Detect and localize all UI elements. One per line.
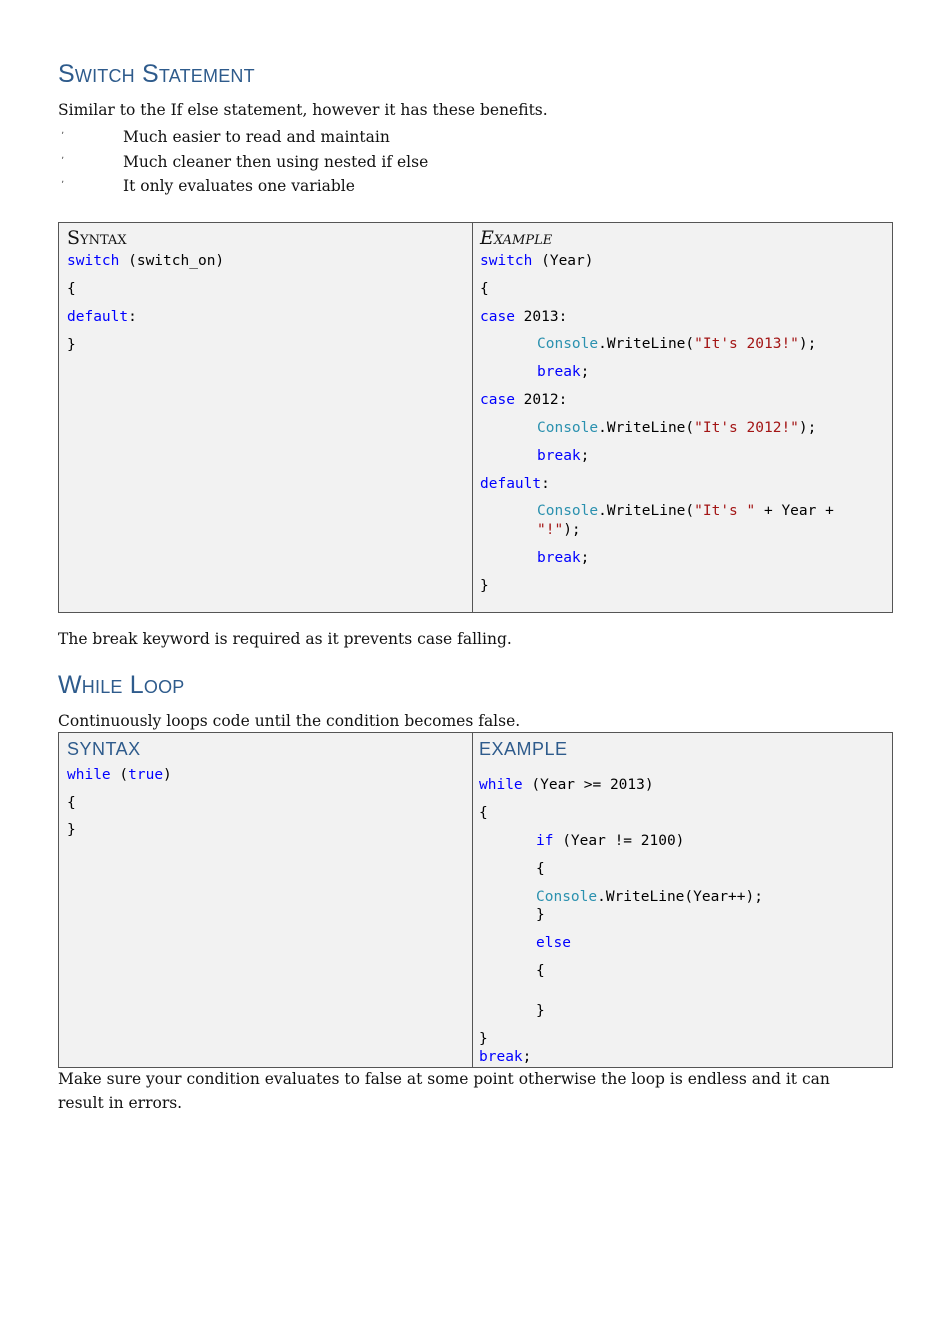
bullet-icon: ٬ bbox=[61, 155, 65, 167]
switch-code-table bbox=[58, 222, 893, 613]
code-line: default: bbox=[480, 476, 550, 492]
code-line: { bbox=[480, 281, 489, 297]
switch-note: The break keyword is required as it prevents case falling. bbox=[58, 630, 512, 648]
switch-heading: Switch Statement bbox=[58, 60, 255, 88]
syntax-header: Syntax bbox=[67, 227, 127, 249]
code-line: while (Year >= 2013) bbox=[479, 777, 654, 793]
code-line: case 2012: bbox=[480, 392, 568, 408]
code-line: break; bbox=[479, 1049, 532, 1065]
code-line: while (true) bbox=[67, 767, 172, 783]
syntax-header: SYNTAX bbox=[67, 739, 141, 759]
code-line: break; bbox=[537, 550, 590, 566]
bullet-icon: ٬ bbox=[61, 180, 65, 191]
code-line: Console.WriteLine("It's 2013!"); bbox=[537, 336, 817, 352]
code-line: { bbox=[67, 795, 76, 811]
switch-intro: Similar to the If else statement, however it has these benefits. bbox=[58, 101, 548, 119]
code-line: } bbox=[480, 578, 489, 594]
code-line: break; bbox=[537, 448, 590, 464]
code-line: } bbox=[536, 907, 545, 923]
code-line: } bbox=[479, 1031, 488, 1047]
code-line: { bbox=[536, 861, 545, 877]
code-line: } bbox=[536, 1003, 545, 1019]
table-divider bbox=[472, 223, 473, 612]
code-line: else bbox=[536, 935, 571, 951]
code-line: case 2013: bbox=[480, 309, 568, 325]
code-line: } bbox=[67, 822, 76, 838]
code-line: if (Year != 2100) bbox=[536, 833, 685, 849]
while-intro: Continuously loops code until the condition becomes false. bbox=[58, 712, 521, 730]
code-line: Console.WriteLine("It's 2012!"); bbox=[537, 420, 817, 436]
code-line: { bbox=[67, 281, 76, 297]
while-code-table bbox=[58, 732, 893, 1068]
example-header: EXAMPLE bbox=[479, 739, 568, 759]
code-line: } bbox=[67, 337, 76, 353]
code-line: { bbox=[479, 805, 488, 821]
example-header: Example bbox=[480, 227, 553, 249]
while-note: Make sure your condition evaluates to false at some point otherwise the loop is endless and it can result in errors. bbox=[58, 1070, 830, 1112]
table-divider bbox=[472, 733, 473, 1067]
code-line: switch (Year) bbox=[480, 253, 594, 269]
code-line: switch (switch_on) bbox=[67, 253, 225, 269]
code-line: Console.WriteLine("It's " + Year + bbox=[537, 503, 834, 519]
code-line: break; bbox=[537, 364, 590, 380]
while-heading: While Loop bbox=[58, 671, 185, 699]
code-line: "!"); bbox=[537, 522, 581, 538]
code-line: { bbox=[536, 963, 545, 979]
bullet-icon: ٬ bbox=[61, 131, 65, 142]
code-line: Console.WriteLine(Year++); bbox=[536, 889, 763, 905]
code-line: default: bbox=[67, 309, 137, 325]
